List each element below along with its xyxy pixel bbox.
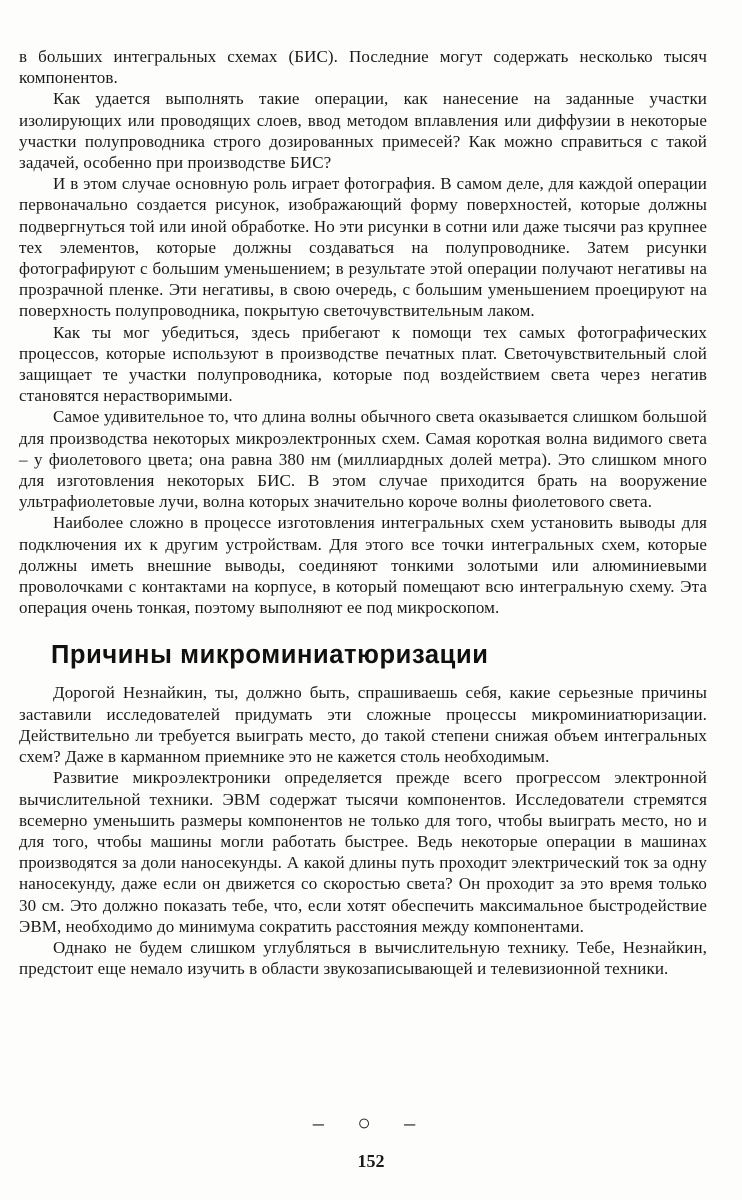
- paragraph: Дорогой Незнайкин, ты, должно быть, спрашиваешь себя, какие серьезные причины заставили исследователей придумать эти сложные процессы микроминиатюризации. Действительно ли требуется выиграть место, до такой степени снижая объем интегральных схем? Даже в карманном приемнике это не кажется столь необходимым.: [19, 683, 707, 767]
- page-body: [19, 46, 707, 979]
- paragraph: Как удается выполнять такие операции, как нанесение на заданные участки изолирующих или проводящих слоев, ввод методом вплавления или диффузии в некоторые участки полупроводника строго дозированных примесей? Как можно справиться с такой задачей, особенно при производстве БИС?: [19, 89, 707, 173]
- paragraph: Однако не будем слишком углубляться в вычислительную технику. Тебе, Незнайкин, предстоит еще немало изучить в области звукозаписывающей и телевизионной техники.: [19, 937, 707, 979]
- paragraph: И в этом случае основную роль играет фотография. В самом деле, для каждой операции первоначально создается рисунок, изображающий форму поверхностей, которые должны подвергнуться той или иной обработке. Но эти рисунки в сотни или даже тысячи раз крупнее тех элементов, которые должны создаваться на полупроводнике. Затем рисунки фотографируют с большим уменьшением; в результате этой операции получают негативы на прозрачной пленке. Эти негативы, в свою очередь, с большим уменьшением проецируют на поверхность полупроводника, покрытую светочувствительным лаком.: [19, 174, 707, 321]
- section-ornament: – ○ –: [312, 1110, 430, 1135]
- paragraph: Как ты мог убедиться, здесь прибегают к помощи тех самых фотографических процессов, которые используют в производстве печатных плат. Светочувствительный слой защищает те участки полупроводника, которые под воздействием света через негатив становятся нерастворимыми.: [19, 322, 707, 406]
- paragraph: Наиболее сложно в процессе изготовления интегральных схем установить выводы для подключения их к другим устройствам. Для этого все точки интегральных схем, которые должны иметь внешние выводы, соединяют тонкими золотыми или алюминиевыми проволочками с контактами на корпусе, в который помещают всю интегральную схему. Эта операция очень тонкая, поэтому выполняют ее под микроскопом.: [19, 513, 707, 618]
- paragraph: Развитие микроэлектроники определяется прежде всего прогрессом электронной вычислительной техники. ЭВМ содержат тысячи компонентов. Исследователи стремятся всемерно уменьшить размеры компонентов не только для того, чтобы выиграть место, но и для того, чтобы машины могли работать быстрее. Ведь некоторые операции в машинах производятся за доли наносекунды. А какой длины путь проходит электрический ток за одну наносекунду, даже если он движется со скоростью света? Он проходит за это время только 30 см. Это должно показать тебе, что, если хотят обеспечить максимальное быстродействие ЭВМ, необходимо до минимума сократить расстояния между компонентами.: [19, 768, 707, 936]
- section-heading: Причины микроминиатюризации: [51, 641, 489, 670]
- paragraph-continued: в больших интегральных схемах (БИС). Последние могут содержать несколько тысяч компонентов.: [19, 47, 707, 88]
- page-number: 152: [357, 1151, 385, 1171]
- paragraph: Самое удивительное то, что длина волны обычного света оказывается слишком большой для производства некоторых микроэлектронных схем. Самая короткая волна видимого света – у фиолетового цвета; она равна 380 нм (миллиардных долей метра). Это слишком много для изготовления некоторых БИС. В этом случае приходится брать на вооружение ультрафиолетовые лучи, волна которых значительно короче волны фиолетового света.: [19, 407, 707, 512]
